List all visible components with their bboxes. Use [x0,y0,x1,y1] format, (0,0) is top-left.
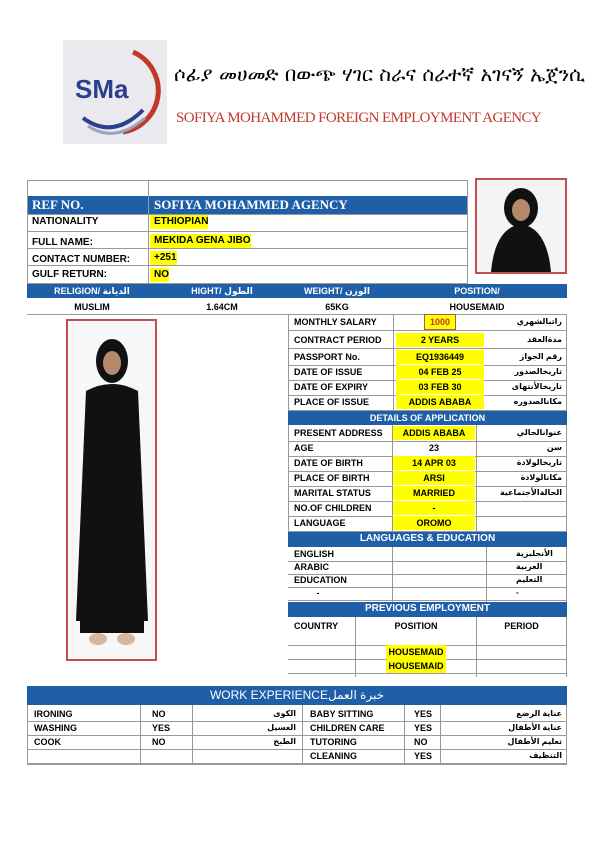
work-skill-value: NO [152,737,166,747]
contract-arabic: مدةالعقد [527,335,562,344]
work-skill-value: YES [414,751,433,761]
col-divider [486,547,487,602]
contract-value: 1000 [425,315,455,329]
work-skill-value: NO [414,737,428,747]
language-label: ENGLISH [294,549,335,559]
contract-arabic: راتبالشهري [516,317,562,326]
height-header: HIGHT/ الطول [191,286,253,296]
details-value: - [393,501,475,515]
gulf-value: NO [150,268,169,282]
col-divider [566,314,567,411]
prev-country-header: COUNTRY [294,621,339,631]
contract-value: 03 FEB 30 [396,380,484,394]
nationality-label: NATIONALITY [32,216,99,227]
ref-label: REF NO. [32,197,84,212]
prev-row-2-position: HOUSEMAID [386,659,446,673]
details-label: LANGUAGE [294,518,346,528]
contract-label: PASSPORT No. [294,352,360,362]
details-arabic: تاريخالولادة [516,458,562,467]
weight-header: WEIGHT/ الوزن [304,286,370,296]
col-divider [288,314,289,411]
details-label: DATE OF BIRTH [294,458,363,468]
contact-label: CONTACT NUMBER: [32,254,131,265]
prev-row-1-position: HOUSEMAID [386,645,446,659]
nationality-value: ETHIOPIAN [150,215,208,229]
details-value: MARRIED [393,486,475,500]
details-arabic: مكانالولادة [520,473,562,482]
details-arabic: الحالةالأجتماعية [499,488,562,497]
contract-label: DATE OF EXPIRY [294,382,369,392]
contract-value: EQ1936449 [396,350,484,364]
contract-label: PLACE OF ISSUE [294,397,370,407]
details-label: AGE [294,443,314,453]
contract-label: DATE OF ISSUE [294,367,363,377]
work-title: WORK EXPERIENCEخبرة العمل [209,688,385,702]
prev-period-header: PERIOD [504,621,539,631]
language-arabic: - [516,588,519,597]
col-divider [140,705,141,765]
details-value: 23 [428,443,439,453]
language-arabic: التعليم [516,575,543,584]
col-divider [393,314,394,411]
work-skill-label: IRONING [34,709,73,719]
details-arabic: سن [546,443,562,452]
work-skill-label: BABY SITTING [310,709,374,719]
position-value: HOUSEMAID [449,302,505,312]
full-body-photo [66,319,157,661]
fullname-label: FULL NAME: [32,237,93,248]
religion-value: MUSLIM [74,302,110,312]
details-value: ADDIS ABABA [393,426,475,440]
row-divider [288,348,567,349]
work-skill-arabic: الغسيل [267,723,296,732]
english-title: SOFIYA MOHAMMED FOREIGN EMPLOYMENT AGENCY [176,110,542,126]
full-figure-icon [68,321,155,659]
contract-arabic: تاريخالصدور [514,367,562,376]
contact-value: +251 [150,251,177,265]
religion-header: RELIGION/ الديانة [54,286,130,296]
contract-label: MONTHLY SALARY [294,317,377,327]
fullname-value: MEKIDA GENA JIBO [150,234,251,248]
work-skill-value: YES [152,723,171,733]
work-skill-label: COOK [34,737,61,747]
work-skill-label: CHILDREN CARE [310,723,385,733]
ref-value: SOFIYA MOHAMMED AGENCY [154,197,348,212]
col-divider [440,705,441,765]
work-skill-arabic: الطبخ [273,737,296,746]
amharic-title: ሶፊያ መሀመድ በውጭ ሃገር ስራና ሰራተኛ አገናኝ ኤጀንሲ [174,62,586,86]
languages-title: LANGUAGES & EDUCATION [359,533,496,544]
prev-position-header: POSITION [394,621,438,631]
work-skill-arabic: تعليم الأطفال [507,737,562,746]
col-divider [288,425,289,532]
contract-arabic: تاريخالأنتهاى [511,382,562,391]
contract-arabic: رقم الجواز [519,352,562,361]
work-skill-value: YES [414,723,433,733]
work-skill-arabic: عناية الأطفال [508,723,562,732]
details-value: ARSI [393,471,475,485]
row-divider [288,600,567,601]
work-skill-value: YES [414,709,433,719]
work-skill-label: CLEANING [310,751,357,761]
contract-value: 2 YEARS [396,333,484,347]
language-label: EDUCATION [294,575,347,585]
contract-value: ADDIS ABABA [396,395,484,409]
language-arabic: الأنجليزية [516,549,553,558]
col-divider [566,547,567,602]
logo-text: SMa [75,74,129,104]
details-label: PLACE OF BIRTH [294,473,370,483]
work-skill-label: WASHING [34,723,78,733]
language-arabic: العربية [516,562,543,571]
col-divider [566,425,567,532]
row-divider [288,330,567,331]
work-skill-arabic: عناية الرضع [516,709,562,718]
work-skill-value: NO [152,709,166,719]
details-label: NO.OF CHILDREN [294,503,372,513]
language-label: - [316,588,320,598]
gulf-label: GULF RETURN: [32,269,107,280]
details-label: MARITAL STATUS [294,488,371,498]
position-header: POSITION/ [454,286,500,296]
portrait-figure-icon [477,180,565,272]
col-divider [476,425,477,532]
col-divider [392,425,393,532]
portrait-photo [475,178,567,274]
weight-value: 65KG [325,302,349,312]
agency-logo [63,40,167,144]
details-value: OROMO [393,516,475,530]
details-arabic: عنوانالحالي [516,428,562,437]
contract-value: 04 FEB 25 [396,365,484,379]
details-value: 14 APR 03 [393,456,475,470]
work-skill-label: TUTORING [310,737,357,747]
contract-label: CONTRACT PERIOD [294,335,382,345]
language-label: ARABIC [294,562,329,572]
col-divider [392,547,393,602]
work-skill-arabic: الكوى [273,709,296,718]
contract-arabic: مكانالصدوره [513,397,562,406]
col-divider [192,705,193,765]
work-skill-arabic: التنظيف [529,751,562,760]
height-value: 1.64CM [206,302,238,312]
col-divider [302,705,303,765]
details-label: PRESENT ADDRESS [294,428,383,438]
col-divider [404,705,405,765]
previous-title: PREVIOUS EMPLOYMENT [364,603,490,614]
details-title: DETAILS OF APPLICATION [369,413,486,423]
